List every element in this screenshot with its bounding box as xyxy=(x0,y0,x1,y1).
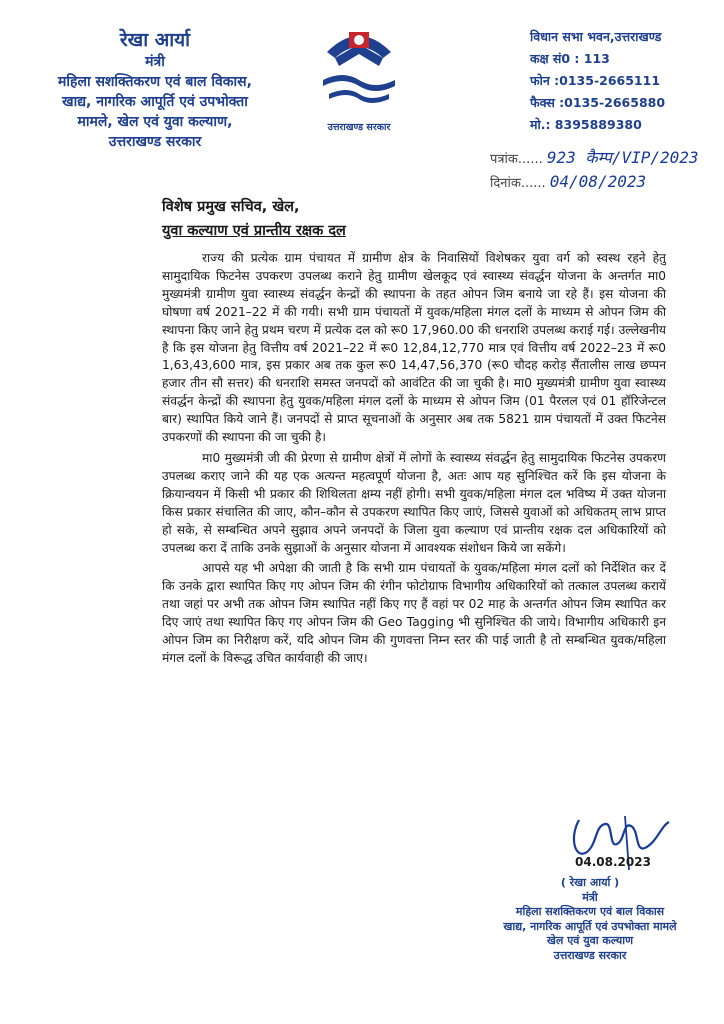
department-line-2: खाद्य, नागरिक आपूर्ति एवं उपभोक्ता xyxy=(62,94,248,110)
department-line-4: उत्तराखण्ड सरकार xyxy=(108,134,202,150)
reference-date-line: दिनांक...... 04/08/2023 xyxy=(490,172,647,191)
government-logo xyxy=(313,22,405,134)
reference-number-line: पत्रांक...... 923 कैम्प/VIP/2023 xyxy=(490,148,699,167)
room-number: कक्ष सं0 : 113 xyxy=(530,51,610,66)
signature-block xyxy=(470,876,710,963)
department-line-3: मामले, खेल एवं युवा कल्याण, xyxy=(77,114,233,130)
signatory-name: ( रेखा आर्या ) xyxy=(560,876,620,889)
patrank-label: पत्रांक xyxy=(490,152,518,167)
office-address: विधान सभा भवन,उत्तराखण्ड xyxy=(530,29,662,44)
fax-number: फैक्स :0135-2665880 xyxy=(530,95,666,110)
signature-date: 04.08.2023 xyxy=(575,855,651,869)
department-line-1: महिला सशक्तिकरण एवं बाल विकास, xyxy=(58,74,252,90)
signatory-dept-1: महिला सशक्तिकरण एवं बाल विकास xyxy=(515,905,665,918)
signatory-designation: मंत्री xyxy=(582,890,598,904)
patrank-value: 923 कैम्प/VIP/2023 xyxy=(546,148,699,167)
minister-designation: मंत्री xyxy=(145,54,165,70)
minister-header xyxy=(20,28,290,152)
paragraph-3: आपसे यह भी अपेक्षा की जाती है कि सभी ग्राम पंचायतों के युवक/महिला मंगल दलों को निर्देशित कर दें कि उनके द्वारा स्थापित किए गए ओपन जिम की रंगीन फोटोग्राफ विभागीय अधिकारियों को तत्काल उपलब्ध करायें तथा जहां पर अभी तक ओपन जिम स्थापित नहीं किए गए हैं वहां पर 02 माह के अन्तर्गत ओपन जिम स्थापित कर दिए जाएं तथा स्थापित किए गए ओपन जिम की Geo Tagging भी सुनिश्चित की जाये। विभागीय अधिकारी इन ओपन जिम का निरीक्षण करें, यदि ओपन जिम की गुणवत्ता निम्न स्तर की पाई जाती है तो सम्बन्धित युवक/महिला मंगल दलों के विरूद्ध उचित कार्यवाही की जाए। xyxy=(162,561,666,665)
phone-number: फोन :0135-2665111 xyxy=(530,73,661,88)
letter-body xyxy=(162,250,666,671)
paragraph-1: राज्य की प्रत्येक ग्राम पंचायत में ग्रामीण क्षेत्र के निवासियों विशेषकर युवा वर्ग को स्वस्थ रहने हेतु सामुदायिक फिटनेस उपकरण उपलब्ध कराने हेतु ग्रामीण खेलकूद एवं स्वास्थ्य संवर्द्धन योजना के अन्तर्गत मा0 मुख्यमंत्री ग्रामीण युवा स्वास्थ्य संवर्द्धन केन्द्रों की स्थापना के तहत ओपन जिम बनाये जा रहे हैं। इस योजना की घोषणा वर्ष 2021–22 में की गयी। सभी ग्राम पंचायतों में युवक/महिला मंगल दलों के माध्यम से ओपन जिम की स्थापना किए जाने हेतु प्रथम चरण में प्रत्येक दल को रू0 17,960.00 की धनराशि उपलब्ध कराई गई। उल्लेखनीय है कि इस योजना हेतु वित्तीय वर्ष 2021–22 में रू0 12,84,12,770 मात्र एवं वित्तीय वर्ष 2022–23 में रू0 1,63,43,600 मात्र, इस प्रकार अब तक कुल रू0 14,47,56,370 (रू0 चौदह करोड़ सैंतालीस लाख छप्पन हजार तीन सौ सत्तर) की धनराशि समस्त जनपदों को आवंटित की जा चुकी है। मा0 मुख्यमंत्री ग्रामीण युवा स्वास्थ्य संवर्द्धन केन्द्रों की स्थापना हेतु युवक/महिला मंगल दलों के माध्यम से ओपन जिम (01 पैरलल एवं 01 हॉरिजेन्टल बार) स्थापित किये जाने हैं। जनपदों से प्राप्त सूचनाओं के अनुसार अब तक 5821 ग्राम पंचायतों में उक्त फिटनेस उपकरणों की स्थापना की जा चुकी है। xyxy=(162,251,666,445)
dinank-value: 04/08/2023 xyxy=(549,172,647,191)
addressee xyxy=(162,195,346,243)
contact-block xyxy=(530,26,720,136)
logo-caption: उत्तराखण्ड सरकार xyxy=(327,122,391,133)
uttarakhand-emblem-icon xyxy=(313,22,405,114)
signatory-dept-2: खाद्य, नागरिक आपूर्ति एवं उपभोक्ता मामले xyxy=(503,919,677,933)
signatory-dept-4: उत्तराखण्ड सरकार xyxy=(553,948,627,962)
minister-name: रेखा आर्या xyxy=(119,29,191,51)
paragraph-2: मा0 मुख्यमंत्री जी की प्रेरणा से ग्रामीण क्षेत्रों में लोगों के स्वास्थ्य संवर्द्धन हेतु सामुदायिक फिटनेस उपकरण उपलब्ध कराए जाने की यह एक अत्यन्त महत्वपूर्ण योजना है, अतः आप यह सुनिश्चित करें कि इस योजना के क्रियान्वयन में किसी भी प्रकार की शिथिलता क्षम्य नहीं होगी। सभी युवक/महिला मंगल दल भविष्य में उक्त योजना किस प्रकार संचालित की जाए, कौन–कौन से उपकरण स्थापित किए जाएं, जिससे युवाओं को अधिकतम् लाभ प्राप्त हो सके, से सम्बन्धित अपने सुझाव अपने जनपदों के जिला युवा कल्याण एवं प्रान्तीय रक्षक दल अधिकारियों को उपलब्ध करा दें ताकि उनके सुझाओं के अनुसार योजना में आवश्यक संशोधन किये जा सकेंगे। xyxy=(162,450,666,555)
mobile-number: मो.: 8395889380 xyxy=(530,117,642,132)
addressee-line-2: युवा कल्याण एवं प्रान्तीय रक्षक दल xyxy=(162,223,346,239)
signatory-dept-3: खेल एवं युवा कल्याण xyxy=(546,934,634,947)
dinank-label: दिनांक xyxy=(490,176,521,191)
addressee-line-1: विशेष प्रमुख सचिव, खेल, xyxy=(162,199,300,215)
